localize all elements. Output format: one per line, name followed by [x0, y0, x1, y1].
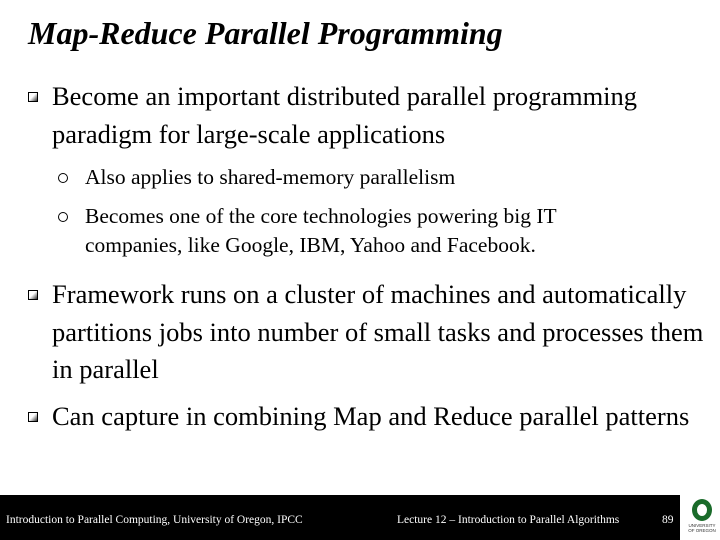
sub-bullet-1-text: Also applies to shared-memory parallelism: [85, 165, 456, 189]
bullet-2-text: Framework runs on a cluster of machines and automatically partitions jobs into number of small tasks and processes them in parallel: [52, 279, 704, 384]
page-number: 89: [662, 514, 674, 526]
footer-course: Introduction to Parallel Computing, University of Oregon, IPCC: [6, 514, 303, 526]
logo-o-icon: [692, 499, 712, 521]
checkbox-square-icon: [28, 290, 38, 300]
checkbox-square-icon: [28, 92, 38, 102]
sub-bullet-2: [58, 202, 708, 260]
sub-bullet-2-line-2: companies, like Google, IBM, Yahoo and Facebook.: [85, 233, 536, 257]
bullet-3-text: Can capture in combining Map and Reduce parallel patterns: [52, 401, 690, 431]
university-of-oregon-logo: [684, 495, 720, 540]
slide-title: Map-Reduce Parallel Programming: [28, 15, 503, 51]
checkbox-square-icon: [28, 412, 38, 422]
sub-bullet-2-text: [85, 202, 708, 260]
footer-lecture: Lecture 12 – Introduction to Parallel Algorithms: [397, 514, 620, 526]
circle-icon: [58, 212, 68, 222]
sub-bullet-2-line-1: Becomes one of the core technologies powering big IT: [85, 204, 557, 228]
sub-bullet-1: [58, 163, 708, 192]
bullet-1-text: Become an important distributed parallel programming paradigm for large-scale applications: [52, 81, 638, 149]
slide-footer: [0, 495, 720, 540]
logo-wordmark: UNIVERSITY OF OREGON: [688, 523, 716, 533]
circle-icon: [58, 173, 68, 183]
bullet-1: [28, 78, 718, 153]
bullet-2: [28, 276, 718, 389]
bullet-3: [28, 398, 718, 436]
footer-bar: [0, 495, 680, 540]
